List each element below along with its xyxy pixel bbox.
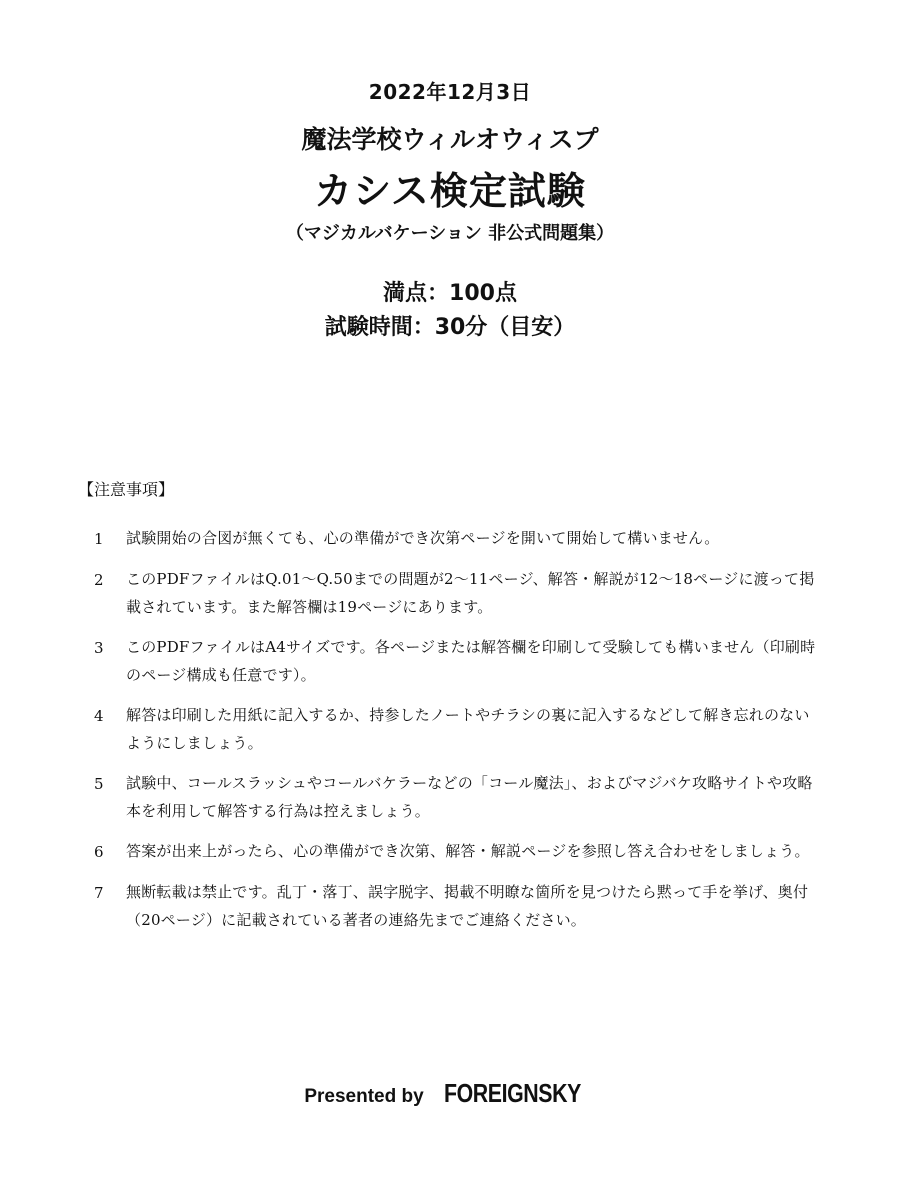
list-item (94, 769, 824, 825)
school-name: 魔法学校ウィルオウィスプ (301, 125, 599, 154)
note-number: 4 (94, 707, 104, 725)
page-subtitle: （マジカルバケーション 非公式問題集） (285, 223, 615, 244)
note-text: 試験開始の合図が無くても、心の準備ができ次第ページを開いて開始して構いません。 (126, 529, 720, 547)
list-item (94, 878, 824, 934)
notes-heading: 【注意事項】 (78, 480, 175, 499)
list-item (94, 701, 824, 757)
notes-list (94, 524, 824, 946)
note-number: 2 (94, 571, 104, 589)
full-score: 満点：100点 (383, 281, 517, 306)
note-number: 5 (94, 775, 104, 793)
exam-time: 試験時間：30分（目安） (324, 315, 576, 340)
note-number: 1 (94, 530, 104, 548)
list-item (94, 565, 824, 621)
presented-by-label: Presented by (304, 1086, 424, 1107)
exam-date: 2022年12月3日 (368, 80, 532, 104)
note-text: 無断転載は禁止です。乱丁・落丁、誤字脱字、掲載不明瞭な箇所を見つけたら黙って手を挙げ、奥付（20ページ）に記載されている著者の連絡先までご連絡ください。 (126, 883, 809, 929)
list-item (94, 524, 824, 553)
list-item (94, 633, 824, 689)
footer-credit (0, 1078, 900, 1109)
note-text: このPDFファイルはA4サイズです。各ページまたは解答欄を印刷して受験しても構いません（印刷時のページ構成も任意です）。 (126, 638, 816, 684)
note-text: 解答は印刷した用紙に記入するか、持参したノートやチラシの裏に記入するなどして解き忘れのないようにしましょう。 (126, 706, 810, 752)
note-text: 試験中、コールスラッシュやコールバケラーなどの「コール魔法」、およびマジバケ攻略サイトや攻略本を利用して解答する行為は控えましょう。 (126, 774, 813, 820)
note-number: 7 (94, 884, 104, 902)
list-item (94, 837, 824, 866)
page-title: カシス検定試験 (314, 169, 586, 213)
brand-logo: FOREIGNSKY (443, 1078, 581, 1108)
note-text: 答案が出来上がったら、心の準備ができ次第、解答・解説ページを参照し答え合わせをしましょう。 (126, 842, 810, 860)
note-text: このPDFファイルはQ.01～Q.50までの問題が2～11ページ、解答・解説が12～18ページに渡って掲載されています。また解答欄は19ページにあります。 (126, 570, 815, 616)
note-number: 3 (94, 639, 104, 657)
note-number: 6 (94, 843, 104, 861)
